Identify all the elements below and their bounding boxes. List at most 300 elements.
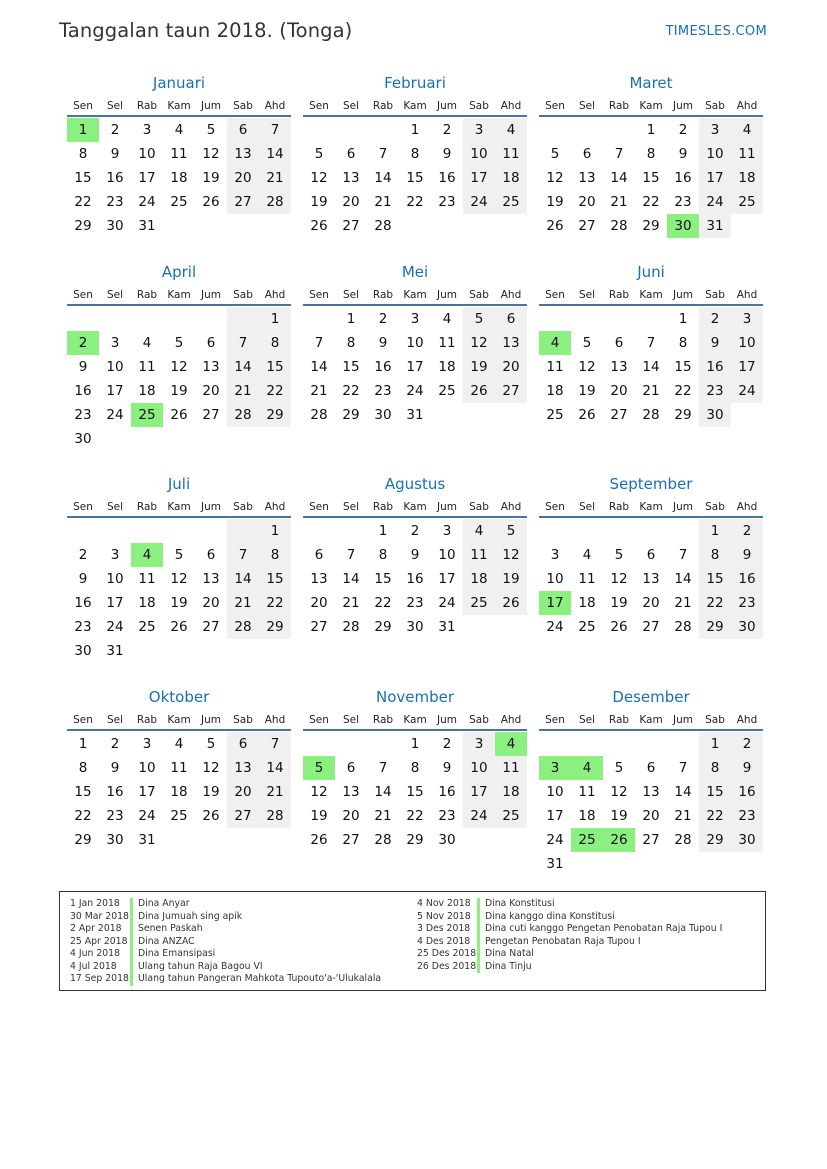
weekday-label: Sen <box>545 289 565 301</box>
calendar-day: 6 <box>346 146 356 162</box>
empty-cell <box>699 852 731 876</box>
calendar-day: 4 <box>131 543 163 567</box>
calendar-day: 10 <box>106 571 124 587</box>
calendar-day: 15 <box>699 780 731 804</box>
calendar-day: 6 <box>206 547 216 563</box>
calendar-day: 13 <box>227 142 259 166</box>
calendar-day: 2 <box>442 122 452 138</box>
calendar-day: 16 <box>438 784 456 800</box>
weekday-label: Rab <box>372 289 394 301</box>
calendar-day: 23 <box>74 407 92 423</box>
calendar-day: 16 <box>731 567 763 591</box>
calendar-day: 28 <box>259 190 291 214</box>
calendar-day: 28 <box>227 403 259 427</box>
calendar-day: 4 <box>442 311 452 327</box>
weekday-label: Rab <box>136 100 158 112</box>
weekday-label: Jum <box>437 100 457 112</box>
weekday-label: Sab <box>469 100 489 112</box>
calendar-day: 3 <box>731 307 763 331</box>
empty-cell <box>335 118 367 142</box>
calendar-day: 15 <box>74 170 92 186</box>
weekday-header <box>303 287 527 306</box>
calendar-day: 24 <box>138 808 156 824</box>
calendar-day: 4 <box>174 122 184 138</box>
calendar-day: 1 <box>259 519 291 543</box>
calendar-day: 23 <box>438 808 456 824</box>
holiday-date: 4 Des 2018 <box>417 935 471 947</box>
calendar-day: 18 <box>438 359 456 375</box>
calendar-day: 21 <box>674 808 692 824</box>
weekday-label: Ahd <box>500 501 522 513</box>
empty-cell <box>259 214 291 238</box>
weekday-label: Rab <box>136 714 158 726</box>
empty-cell <box>131 307 163 331</box>
empty-cell <box>667 519 699 543</box>
empty-cell <box>227 427 259 451</box>
calendar-day: 9 <box>110 760 120 776</box>
empty-cell <box>303 732 335 756</box>
calendar-day: 29 <box>342 407 360 423</box>
holiday-date: 1 Jan 2018 <box>70 898 120 909</box>
calendar-day: 24 <box>731 379 763 403</box>
holiday-name: Dina ANZAC <box>138 935 195 947</box>
calendar-day: 17 <box>438 571 456 587</box>
calendar-day: 16 <box>106 784 124 800</box>
calendar-day: 20 <box>227 166 259 190</box>
calendar-day: 1 <box>699 732 731 756</box>
weekday-label: Kam <box>639 501 663 513</box>
holiday-row <box>60 973 381 986</box>
month-desember <box>539 687 763 876</box>
calendar-day: 3 <box>442 523 452 539</box>
calendar-day: 12 <box>610 784 628 800</box>
empty-cell <box>539 118 571 142</box>
empty-cell <box>163 639 195 663</box>
calendar-day: 5 <box>174 335 184 351</box>
calendar-day: 7 <box>227 331 259 355</box>
empty-cell <box>227 307 259 331</box>
calendar-day: 18 <box>546 383 564 399</box>
calendar-day: 23 <box>699 379 731 403</box>
calendar-day: 24 <box>463 804 495 828</box>
calendar-day: 11 <box>495 142 527 166</box>
calendar-day: 2 <box>731 732 763 756</box>
calendar-day: 12 <box>546 170 564 186</box>
calendar-day: 10 <box>699 142 731 166</box>
calendar-day: 27 <box>202 619 220 635</box>
weekday-label: Kam <box>639 714 663 726</box>
calendar-day: 6 <box>227 118 259 142</box>
calendar-day: 19 <box>495 567 527 591</box>
calendar-day: 8 <box>699 543 731 567</box>
weekday-label: Sen <box>309 501 329 513</box>
holiday-marker <box>130 961 133 974</box>
calendar-day: 2 <box>378 311 388 327</box>
calendar-day: 27 <box>227 190 259 214</box>
empty-cell <box>571 852 603 876</box>
holiday-name: Dina Emansipasi <box>138 948 216 959</box>
holiday-name: Dina kanggo dina Konstitusi <box>485 910 615 922</box>
calendar-day: 20 <box>495 355 527 379</box>
calendar-day: 17 <box>463 166 495 190</box>
holiday-date: 3 Des 2018 <box>417 923 471 934</box>
calendar-day: 17 <box>138 784 156 800</box>
calendar-day: 20 <box>202 595 220 611</box>
holiday-row <box>407 898 722 911</box>
weekday-label: Rab <box>136 501 158 513</box>
calendar-day: 18 <box>170 784 188 800</box>
calendar-day: 22 <box>699 804 731 828</box>
calendar-day: 2 <box>110 122 120 138</box>
holiday-list-right <box>407 898 722 973</box>
calendar-day: 23 <box>106 808 124 824</box>
calendar-day: 6 <box>646 760 656 776</box>
calendar-day: 20 <box>642 595 660 611</box>
empty-cell <box>367 732 399 756</box>
empty-cell <box>163 307 195 331</box>
calendar-day: 15 <box>406 170 424 186</box>
empty-cell <box>335 519 367 543</box>
weekday-label: Sab <box>233 289 253 301</box>
holiday-name: Ulang tahun Raja Bagou VI <box>138 960 263 972</box>
weekday-label: Sab <box>705 100 725 112</box>
day-grid <box>303 732 527 852</box>
calendar-day: 14 <box>374 784 392 800</box>
calendar-day: 5 <box>206 122 216 138</box>
calendar-day: 29 <box>674 407 692 423</box>
empty-cell <box>539 732 571 756</box>
calendar-day: 16 <box>674 170 692 186</box>
calendar-day: 29 <box>406 832 424 848</box>
calendar-day: 18 <box>463 567 495 591</box>
calendar-day: 8 <box>259 543 291 567</box>
calendar-day: 10 <box>106 359 124 375</box>
calendar-day: 12 <box>202 146 220 162</box>
calendar-day: 21 <box>342 595 360 611</box>
calendar-day: 25 <box>463 591 495 615</box>
calendar-day: 2 <box>699 307 731 331</box>
weekday-header <box>539 98 763 117</box>
calendar-day: 4 <box>571 756 603 780</box>
calendar-day: 8 <box>378 547 388 563</box>
empty-cell <box>131 639 163 663</box>
calendar-day: 6 <box>582 146 592 162</box>
calendar-day: 9 <box>442 146 452 162</box>
weekday-label: Kam <box>403 100 427 112</box>
month-agustus <box>303 474 527 639</box>
calendar-day: 4 <box>582 547 592 563</box>
calendar-day: 21 <box>227 379 259 403</box>
weekday-label: Ahd <box>500 714 522 726</box>
calendar-day: 13 <box>642 784 660 800</box>
calendar-day: 22 <box>374 595 392 611</box>
calendar-day: 2 <box>678 122 688 138</box>
calendar-day: 23 <box>374 383 392 399</box>
calendar-day: 22 <box>406 808 424 824</box>
weekday-label: Sen <box>545 100 565 112</box>
holiday-marker <box>130 923 133 936</box>
calendar-day: 20 <box>610 383 628 399</box>
empty-cell <box>259 639 291 663</box>
calendar-day: 9 <box>731 543 763 567</box>
calendar-day: 6 <box>227 732 259 756</box>
calendar-day: 30 <box>406 619 424 635</box>
calendar-day: 17 <box>463 780 495 804</box>
calendar-day: 17 <box>699 166 731 190</box>
holiday-marker <box>477 923 480 936</box>
calendar-day: 16 <box>106 170 124 186</box>
empty-cell <box>99 307 131 331</box>
weekday-label: Kam <box>403 501 427 513</box>
calendar-day: 5 <box>550 146 560 162</box>
calendar-day: 1 <box>699 519 731 543</box>
calendar-day: 23 <box>731 804 763 828</box>
calendar-day: 29 <box>642 218 660 234</box>
weekday-label: Jum <box>437 501 457 513</box>
calendar-day: 26 <box>310 832 328 848</box>
weekday-label: Sen <box>545 714 565 726</box>
calendar-day: 3 <box>142 736 152 752</box>
calendar-day: 11 <box>170 146 188 162</box>
calendar-day: 14 <box>227 567 259 591</box>
calendar-day: 8 <box>410 760 420 776</box>
calendar-day: 26 <box>463 379 495 403</box>
calendar-day: 9 <box>699 331 731 355</box>
empty-cell <box>463 828 495 852</box>
day-grid <box>539 732 763 876</box>
calendar-day: 5 <box>206 736 216 752</box>
holiday-row <box>407 961 722 974</box>
holiday-name: Dina Tinju <box>485 960 532 972</box>
weekday-label: Rab <box>136 289 158 301</box>
calendar-day: 29 <box>699 615 731 639</box>
weekday-label: Sen <box>73 714 93 726</box>
weekday-label: Sen <box>73 289 93 301</box>
calendar-day: 7 <box>378 760 388 776</box>
calendar-day: 24 <box>546 619 564 635</box>
calendar-day: 17 <box>138 170 156 186</box>
calendar-day: 7 <box>378 146 388 162</box>
weekday-label: Sel <box>578 100 596 112</box>
empty-cell <box>163 519 195 543</box>
calendar-day: 8 <box>699 756 731 780</box>
calendar-day: 26 <box>202 194 220 210</box>
weekday-label: Kam <box>403 289 427 301</box>
empty-cell <box>195 427 227 451</box>
calendar-day: 16 <box>406 571 424 587</box>
calendar-day: 27 <box>202 407 220 423</box>
calendar-day: 7 <box>346 547 356 563</box>
month-november <box>303 687 527 852</box>
calendar-day: 21 <box>374 194 392 210</box>
weekday-label: Sel <box>106 100 124 112</box>
calendar-day: 24 <box>106 619 124 635</box>
empty-cell <box>635 852 667 876</box>
month-name: September <box>609 475 693 493</box>
calendar-day: 7 <box>314 335 324 351</box>
calendar-day: 22 <box>259 591 291 615</box>
calendar-day: 14 <box>674 784 692 800</box>
calendar-day: 13 <box>610 359 628 375</box>
month-juni <box>539 262 763 427</box>
empty-cell <box>731 403 763 427</box>
calendar-day: 27 <box>310 619 328 635</box>
calendar-day: 27 <box>342 218 360 234</box>
calendar-day: 11 <box>546 359 564 375</box>
weekday-label: Rab <box>608 501 630 513</box>
calendar-day: 14 <box>227 355 259 379</box>
calendar-day: 22 <box>342 383 360 399</box>
calendar-day: 31 <box>699 214 731 238</box>
calendar-day: 10 <box>546 571 564 587</box>
empty-cell <box>463 403 495 427</box>
day-grid <box>539 118 763 238</box>
calendar-day: 31 <box>138 218 156 234</box>
holiday-marker <box>477 898 480 911</box>
calendar-day: 22 <box>642 194 660 210</box>
weekday-label: Ahd <box>736 100 758 112</box>
calendar-day: 2 <box>78 547 88 563</box>
holiday-name: Pengetan Penobatan Raja Tupou I <box>485 935 641 947</box>
calendar-day: 27 <box>495 379 527 403</box>
calendar-day: 22 <box>74 194 92 210</box>
calendar-day: 11 <box>731 142 763 166</box>
calendar-day: 13 <box>342 170 360 186</box>
weekday-label: Ahd <box>736 714 758 726</box>
calendar-day: 26 <box>610 619 628 635</box>
calendar-day: 18 <box>578 595 596 611</box>
empty-cell <box>635 307 667 331</box>
holiday-row <box>407 923 722 936</box>
holiday-row <box>60 936 381 949</box>
brand-link[interactable]: TIMESLES.COM <box>665 24 767 39</box>
holiday-name: Dina Jumuah sing apik <box>138 910 243 922</box>
weekday-header <box>303 98 527 117</box>
calendar-day: 19 <box>170 383 188 399</box>
calendar-day: 9 <box>110 146 120 162</box>
calendar-day: 23 <box>731 591 763 615</box>
weekday-label: Sen <box>309 714 329 726</box>
weekday-header <box>303 712 527 731</box>
calendar-day: 11 <box>138 359 156 375</box>
empty-cell <box>99 427 131 451</box>
empty-cell <box>163 214 195 238</box>
empty-cell <box>603 852 635 876</box>
calendar-day: 17 <box>106 383 124 399</box>
day-grid <box>67 732 291 852</box>
holiday-date: 17 Sep 2018 <box>70 973 129 984</box>
calendar-day: 13 <box>310 571 328 587</box>
calendar-day: 9 <box>442 760 452 776</box>
empty-cell <box>303 519 335 543</box>
weekday-label: Ahd <box>264 501 286 513</box>
calendar-day: 3 <box>699 118 731 142</box>
calendar-day: 30 <box>699 403 731 427</box>
calendar-day: 4 <box>174 736 184 752</box>
weekday-label: Kam <box>639 100 663 112</box>
empty-cell <box>495 214 527 238</box>
month-name: Maret <box>629 74 673 92</box>
weekday-label: Sab <box>469 289 489 301</box>
calendar-day: 31 <box>138 832 156 848</box>
weekday-label: Kam <box>167 501 191 513</box>
weekday-label: Rab <box>372 100 394 112</box>
calendar-day: 3 <box>110 335 120 351</box>
weekday-header <box>539 712 763 731</box>
calendar-day: 28 <box>227 615 259 639</box>
calendar-day: 14 <box>310 359 328 375</box>
calendar-day: 21 <box>227 591 259 615</box>
calendar-day: 13 <box>202 571 220 587</box>
holiday-date: 4 Jul 2018 <box>70 960 117 972</box>
holiday-row <box>60 898 381 911</box>
calendar-day: 21 <box>310 383 328 399</box>
weekday-label: Ahd <box>264 289 286 301</box>
weekday-label: Rab <box>608 714 630 726</box>
calendar-day: 15 <box>699 567 731 591</box>
weekday-label: Sab <box>233 100 253 112</box>
calendar-day: 15 <box>406 784 424 800</box>
calendar-day: 20 <box>642 808 660 824</box>
weekday-label: Kam <box>167 100 191 112</box>
calendar-day: 21 <box>674 595 692 611</box>
calendar-day: 4 <box>463 519 495 543</box>
calendar-day: 4 <box>539 331 571 355</box>
empty-cell <box>399 214 431 238</box>
calendar-day: 27 <box>610 407 628 423</box>
calendar-day: 17 <box>406 359 424 375</box>
calendar-day: 12 <box>310 170 328 186</box>
empty-cell <box>195 307 227 331</box>
month-mei <box>303 262 527 427</box>
month-juli <box>67 474 291 663</box>
calendar-day: 25 <box>495 804 527 828</box>
weekday-label: Jum <box>201 714 221 726</box>
calendar-day: 2 <box>410 523 420 539</box>
empty-cell <box>667 852 699 876</box>
calendar-day: 1 <box>259 307 291 331</box>
calendar-day: 27 <box>578 218 596 234</box>
calendar-day: 20 <box>202 383 220 399</box>
empty-cell <box>67 519 99 543</box>
calendar-day: 10 <box>463 142 495 166</box>
calendar-day: 4 <box>731 118 763 142</box>
calendar-day: 11 <box>463 543 495 567</box>
empty-cell <box>731 852 763 876</box>
calendar-day: 11 <box>578 571 596 587</box>
weekday-header <box>67 712 291 731</box>
weekday-label: Sel <box>342 501 360 513</box>
weekday-label: Sen <box>309 289 329 301</box>
calendar-day: 29 <box>374 619 392 635</box>
calendar-day: 10 <box>138 760 156 776</box>
calendar-day: 10 <box>406 335 424 351</box>
holiday-row <box>407 911 722 924</box>
calendar-day: 2 <box>442 736 452 752</box>
page-title: Tanggalan taun 2018. (Tonga) <box>59 19 353 42</box>
weekday-label: Ahd <box>736 289 758 301</box>
calendar-day: 8 <box>678 335 688 351</box>
calendar-day: 16 <box>74 383 92 399</box>
month-name: November <box>375 688 455 706</box>
calendar-day: 19 <box>610 595 628 611</box>
calendar-day: 25 <box>131 403 163 427</box>
calendar-day: 20 <box>310 595 328 611</box>
calendar-day: 12 <box>495 543 527 567</box>
month-januari <box>67 73 291 238</box>
holiday-date: 30 Mar 2018 <box>70 910 129 922</box>
calendar-day: 6 <box>495 307 527 331</box>
